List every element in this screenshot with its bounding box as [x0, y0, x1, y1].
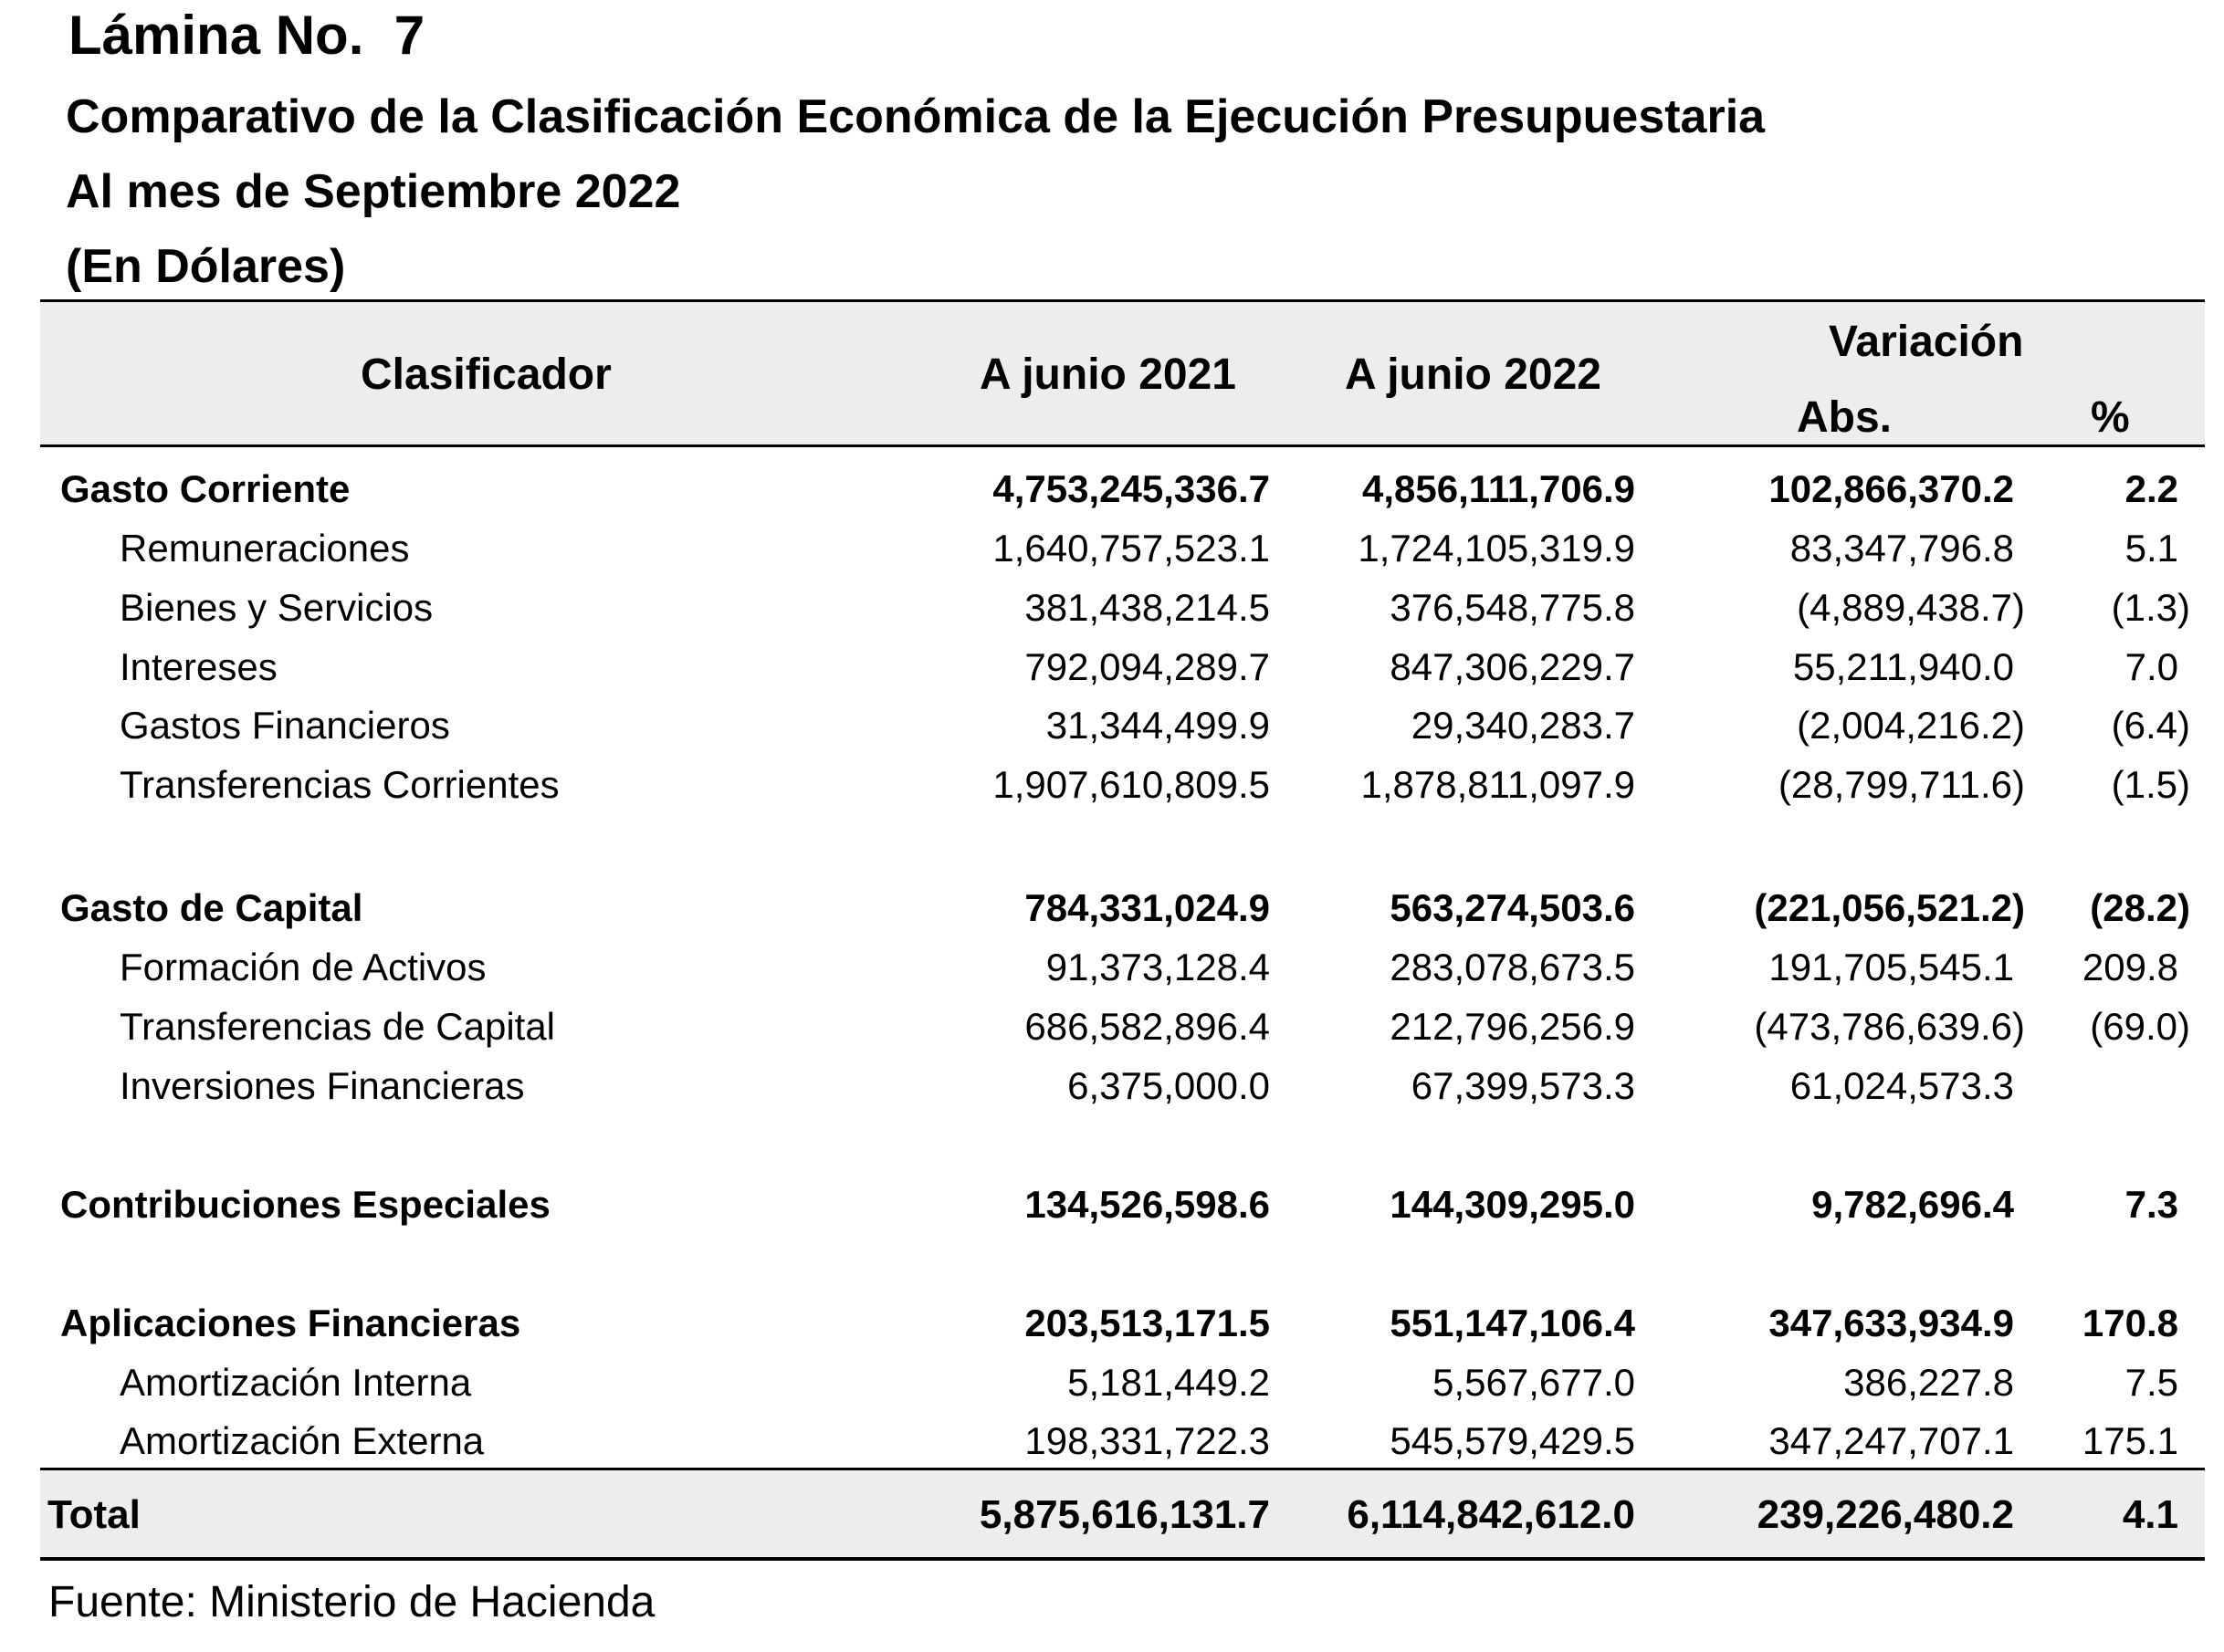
lamina-number: Lámina No. 7: [68, 5, 425, 66]
table-row: [0, 522, 2224, 575]
value-2022: 545,579,429.5: [1390, 1419, 1635, 1462]
value-2022: 4,856,111,706.9: [1362, 467, 1635, 510]
value-2022: 1,878,811,097.9: [1360, 763, 1635, 806]
source-note: Fuente: Ministerio de Hacienda: [48, 1578, 656, 1626]
value-pct: 7.5: [2124, 1361, 2178, 1404]
value-abs: (221,056,521.2): [1754, 886, 2025, 929]
value-2022: 29,340,283.7: [1411, 704, 1635, 747]
row-label: Amortización Interna: [120, 1361, 472, 1404]
value-2022: 5,567,677.0: [1432, 1361, 1635, 1404]
table-row: [0, 1415, 2224, 1468]
column-header-clasificador: Clasificador: [361, 350, 612, 399]
value-abs: (28,799,711.6): [1778, 763, 2025, 806]
row-label: Remuneraciones: [120, 527, 410, 570]
value-abs: 347,247,707.1: [1768, 1419, 2014, 1462]
value-pct: 7.3: [2124, 1183, 2178, 1226]
table-top-rule: [40, 299, 2205, 302]
value-2022: 563,274,503.6: [1390, 886, 1635, 929]
row-label: Bienes y Servicios: [120, 586, 434, 629]
column-header-pct: %: [2091, 393, 2130, 442]
value-2021: 686,582,896.4: [1024, 1005, 1270, 1048]
value-pct: (28.2): [2090, 886, 2190, 929]
value-2021: 5,875,616,131.7: [979, 1492, 1270, 1537]
value-2022: 1,724,105,319.9: [1358, 527, 1635, 570]
value-pct: 175.1: [2082, 1419, 2178, 1462]
value-pct: (1.5): [2111, 763, 2190, 806]
value-abs: (4,889,438.7): [1797, 586, 2025, 629]
value-2022: 6,114,842,612.0: [1347, 1492, 1635, 1537]
table-row: [0, 1356, 2224, 1409]
row-label: Intereses: [120, 645, 278, 688]
value-abs: (473,786,639.6): [1754, 1005, 2025, 1048]
row-label: Gasto de Capital: [60, 886, 363, 929]
value-2021: 1,640,757,523.1: [992, 527, 1270, 570]
value-abs: 191,705,545.1: [1768, 946, 2014, 988]
row-label: Amortización Externa: [120, 1419, 485, 1462]
value-2022: 144,309,295.0: [1390, 1183, 1635, 1226]
value-2021: 4,753,245,336.7: [992, 467, 1270, 510]
table-row: [0, 641, 2224, 694]
value-2021: 792,094,289.7: [1024, 645, 1270, 688]
value-abs: (2,004,216.2): [1797, 704, 2025, 747]
row-label: Formación de Activos: [120, 946, 487, 988]
column-header-abs: Abs.: [1797, 393, 1893, 442]
value-2022: 376,548,775.8: [1390, 586, 1635, 629]
table-row: [0, 758, 2224, 811]
column-header-variacion: Variación: [1829, 318, 2024, 366]
report-units: (En Dólares): [66, 240, 346, 293]
value-2022: 551,147,106.4: [1390, 1302, 1635, 1344]
value-2021: 91,373,128.4: [1045, 946, 1270, 988]
value-2021: 31,344,499.9: [1045, 704, 1270, 747]
row-label: Total: [47, 1492, 141, 1537]
value-abs: 83,347,796.8: [1789, 527, 2014, 570]
value-2021: 134,526,598.6: [1024, 1183, 1270, 1226]
value-abs: 61,024,573.3: [1789, 1064, 2014, 1107]
value-abs: 347,633,934.9: [1768, 1302, 2014, 1344]
table-row: [0, 941, 2224, 994]
value-2021: 381,438,214.5: [1024, 586, 1270, 629]
value-abs: 55,211,940.0: [1792, 645, 2014, 688]
value-pct: (1.3): [2111, 586, 2190, 629]
column-header-2022: A junio 2022: [1345, 350, 1601, 399]
value-2021: 1,907,610,809.5: [992, 763, 1270, 806]
table-row: [0, 581, 2224, 634]
row-label: Inversiones Financieras: [120, 1064, 525, 1107]
value-2021: 198,331,722.3: [1024, 1419, 1270, 1462]
column-header-2021: A junio 2021: [980, 350, 1236, 399]
value-pct: 209.8: [2082, 946, 2178, 988]
value-pct: 170.8: [2082, 1302, 2178, 1344]
value-abs: 239,226,480.2: [1757, 1492, 2014, 1537]
report-period: Al mes de Septiembre 2022: [66, 165, 681, 218]
row-label: Transferencias de Capital: [120, 1005, 556, 1048]
table-row: [0, 699, 2224, 752]
value-pct: (6.4): [2111, 704, 2190, 747]
value-abs: 386,227.8: [1843, 1361, 2014, 1404]
value-abs: 9,782,696.4: [1811, 1183, 2014, 1226]
value-2022: 283,078,673.5: [1390, 946, 1635, 988]
table-bottom-rule: [40, 1557, 2205, 1561]
value-pct: 2.2: [2124, 467, 2178, 510]
row-label: Contribuciones Especiales: [60, 1183, 551, 1226]
table-row-gasto-capital: [0, 882, 2224, 935]
value-2021: 203,513,171.5: [1024, 1302, 1270, 1344]
table-row-total: [0, 1489, 2224, 1542]
table-row-contribuciones: [0, 1178, 2224, 1231]
row-label: Aplicaciones Financieras: [60, 1302, 521, 1344]
value-2021: 5,181,449.2: [1067, 1361, 1270, 1404]
value-pct: 5.1: [2124, 527, 2178, 570]
value-2022: 67,399,573.3: [1411, 1064, 1635, 1107]
row-label: Transferencias Corrientes: [120, 763, 560, 806]
value-2021: 784,331,024.9: [1024, 886, 1270, 929]
table-row-gasto-corriente: [0, 463, 2224, 516]
value-2022: 212,796,256.9: [1390, 1005, 1635, 1048]
value-pct: 4.1: [2122, 1492, 2178, 1537]
table-row: [0, 1000, 2224, 1053]
value-abs: 102,866,370.2: [1768, 467, 2014, 510]
table-row-aplicaciones: [0, 1297, 2224, 1350]
report-title: Comparativo de la Clasificación Económica de la Ejecución Presupuestaria: [66, 90, 1766, 143]
value-pct: (69.0): [2090, 1005, 2190, 1048]
value-pct: 7.0: [2124, 645, 2178, 688]
table-header-rule: [40, 444, 2205, 447]
value-2022: 847,306,229.7: [1390, 645, 1635, 688]
row-label: Gasto Corriente: [60, 467, 351, 510]
table-row: [0, 1060, 2224, 1113]
row-label: Gastos Financieros: [120, 704, 450, 747]
value-2021: 6,375,000.0: [1067, 1064, 1270, 1107]
